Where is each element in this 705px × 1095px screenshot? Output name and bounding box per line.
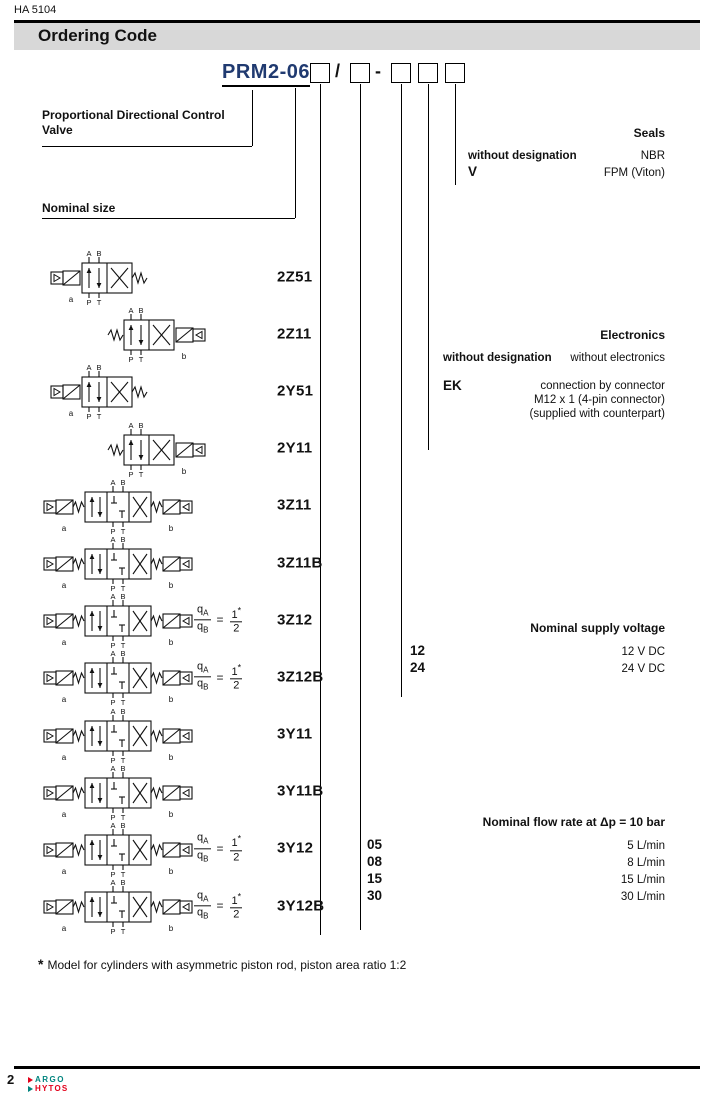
- flow-code: 30: [367, 888, 383, 903]
- svg-text:T: T: [120, 526, 126, 535]
- product-label-line2: Valve: [42, 123, 73, 137]
- seals-value: NBR: [640, 150, 665, 162]
- flow-code: 08: [367, 854, 383, 869]
- svg-text:A: A: [110, 820, 116, 830]
- logo-row-top: [28, 1075, 68, 1084]
- svg-text:P: P: [110, 526, 116, 535]
- svg-text:P: P: [110, 812, 116, 821]
- svg-text:B: B: [120, 649, 126, 659]
- spool-code: 3Z12B: [277, 668, 324, 686]
- flow-row: [360, 889, 665, 904]
- spool-row: [38, 820, 378, 877]
- seals-code: V: [468, 164, 478, 179]
- electronics-value: connection by connector M12 x 1 (4-pin connector) (supplied with counterpart): [529, 380, 665, 420]
- svg-text:B: B: [96, 363, 102, 373]
- spool-row: [38, 591, 378, 648]
- svg-text:a: a: [68, 409, 74, 419]
- svg-text:P: P: [110, 583, 116, 592]
- svg-text:T: T: [120, 583, 126, 592]
- spool-code: 3Y11: [277, 725, 313, 743]
- spool-code: 3Z12: [277, 611, 313, 629]
- code-box-flow: [350, 63, 370, 83]
- flow-value: 5 L/min: [627, 840, 665, 852]
- footnote: [38, 956, 406, 972]
- bottom-rule: [14, 1066, 700, 1069]
- svg-text:b: b: [168, 809, 174, 819]
- svg-text:b: b: [181, 466, 187, 476]
- connector-voltage-line: [401, 84, 402, 697]
- electronics-row: [428, 379, 665, 421]
- connector-nominal-vertical: [295, 88, 296, 218]
- svg-text:P: P: [110, 755, 116, 764]
- connector-product-horizontal: [42, 146, 252, 147]
- valve-symbol: [38, 477, 273, 535]
- svg-text:B: B: [96, 249, 102, 258]
- formula-lhs: $\frac{q_A}{q_B}$: [194, 603, 211, 636]
- voltage-code: 12: [410, 643, 426, 658]
- formula-equals: =: [216, 898, 224, 913]
- svg-text:T: T: [120, 698, 126, 707]
- electronics-row: [428, 351, 665, 365]
- svg-text:T: T: [138, 469, 144, 478]
- spool-code: 2Z11: [277, 325, 312, 343]
- valve-symbol: [38, 763, 273, 821]
- spool-code: 3Z11B: [277, 554, 323, 572]
- svg-text:B: B: [120, 477, 126, 487]
- svg-text:P: P: [110, 641, 116, 650]
- product-label-line1: Proportional Directional Control: [42, 108, 225, 122]
- valve-symbol: [38, 305, 273, 363]
- spool-code: 3Z11: [277, 496, 312, 514]
- svg-text:T: T: [96, 298, 102, 306]
- spool-code: 2Z51: [277, 268, 313, 286]
- svg-text:A: A: [128, 420, 134, 430]
- flow-value: 15 L/min: [620, 874, 665, 886]
- footnote-text: Model for cylinders with asymmetric piston rod, piston area ratio 1:2: [47, 958, 407, 972]
- formula-lhs: $\frac{q_A}{q_B}$: [194, 660, 211, 693]
- voltage-code: 24: [410, 660, 426, 675]
- svg-text:P: P: [110, 869, 116, 878]
- svg-text:a: a: [61, 924, 67, 934]
- code-box-seals: [445, 63, 465, 83]
- formula-rhs: $\frac{1^*}{2}$: [231, 833, 242, 864]
- logo-row-bottom: [28, 1084, 68, 1093]
- svg-text:A: A: [86, 363, 92, 373]
- svg-text:B: B: [120, 706, 126, 716]
- nominal-size-label: Nominal size: [42, 201, 116, 215]
- spool-row: [38, 877, 378, 934]
- svg-text:A: A: [86, 249, 92, 258]
- formula-rhs: $\frac{1^*}{2}$: [231, 890, 242, 921]
- spool-row: [38, 305, 378, 362]
- header-band: [14, 23, 700, 50]
- svg-text:B: B: [120, 820, 126, 830]
- formula-rhs: $\frac{1^*}{2}$: [231, 604, 242, 635]
- svg-text:b: b: [168, 580, 174, 590]
- svg-text:A: A: [110, 706, 116, 716]
- svg-text:P: P: [86, 412, 92, 421]
- spool-code: 3Y12B: [277, 897, 325, 915]
- spool-row: [38, 420, 378, 477]
- seals-row: [455, 165, 665, 180]
- logo-argo-text: ARGO: [35, 1075, 65, 1084]
- flow-value: 30 L/min: [620, 891, 665, 903]
- spool-code: 2Y11: [277, 439, 313, 457]
- section-flow: [360, 815, 665, 904]
- section-electronics: [428, 328, 665, 421]
- formula-rhs: $\frac{1^*}{2}$: [231, 662, 242, 692]
- spool-code: 2Y51: [277, 382, 314, 400]
- svg-text:B: B: [120, 592, 126, 602]
- formula-lhs: $\frac{q_A}{q_B}$: [194, 889, 211, 922]
- svg-text:A: A: [110, 477, 116, 487]
- code-box-electronics: [418, 63, 438, 83]
- section-seals: [455, 126, 665, 180]
- flow-title: Nominal flow rate at Δp = 10 bar: [482, 815, 665, 829]
- svg-text:b: b: [168, 752, 174, 762]
- svg-text:P: P: [128, 355, 134, 364]
- svg-text:B: B: [138, 306, 144, 316]
- ordering-code-base: PRM2-06: [222, 61, 310, 87]
- product-label: [42, 108, 262, 138]
- spool-row: [38, 706, 378, 763]
- spool-row: [38, 534, 378, 591]
- spool-list: [38, 248, 378, 934]
- svg-text:a: a: [68, 295, 74, 304]
- formula-equals: =: [216, 669, 224, 684]
- logo-hytos-text: HYTOS: [35, 1084, 69, 1093]
- spool-row: [38, 763, 378, 820]
- svg-text:T: T: [120, 812, 126, 821]
- voltage-row: [401, 661, 665, 676]
- voltage-value: 12 V DC: [621, 646, 665, 658]
- svg-text:A: A: [110, 878, 116, 888]
- svg-text:a: a: [61, 580, 67, 590]
- electronics-title: Electronics: [600, 328, 665, 342]
- page-title: Ordering Code: [38, 26, 158, 45]
- code-box-voltage: [391, 63, 411, 83]
- svg-text:B: B: [120, 763, 126, 773]
- svg-text:T: T: [96, 412, 102, 421]
- code-box-spool: [310, 63, 330, 83]
- seals-code: without designation: [468, 150, 577, 162]
- logo-triangle-icon: [28, 1077, 33, 1083]
- svg-text:b: b: [168, 866, 174, 876]
- svg-text:T: T: [120, 869, 126, 878]
- spool-row: [38, 648, 378, 705]
- flow-ratio-formula: [194, 889, 244, 922]
- electronics-code: without designation: [443, 352, 552, 364]
- svg-text:T: T: [120, 755, 126, 764]
- svg-text:a: a: [61, 809, 67, 819]
- spool-code: 3Y11B: [277, 782, 324, 800]
- seals-row: [455, 149, 665, 163]
- footnote-star: *: [38, 956, 44, 972]
- svg-text:B: B: [120, 878, 126, 888]
- flow-ratio-formula: [194, 660, 244, 693]
- svg-text:B: B: [138, 420, 144, 430]
- page-number: 2: [7, 1072, 15, 1087]
- svg-text:b: b: [168, 695, 174, 705]
- argo-hytos-logo: [28, 1075, 68, 1093]
- code-separator-dash: -: [375, 61, 381, 81]
- spool-row: [38, 248, 378, 305]
- svg-text:b: b: [168, 638, 174, 648]
- valve-symbol: [38, 362, 273, 420]
- flow-row: [360, 838, 665, 853]
- flow-code: 05: [367, 837, 383, 852]
- valve-symbol: [38, 534, 273, 592]
- valve-symbol: [38, 420, 273, 478]
- svg-text:b: b: [168, 924, 174, 934]
- flow-row: [360, 855, 665, 870]
- voltage-value: 24 V DC: [621, 663, 665, 675]
- spool-row: [38, 362, 378, 419]
- svg-text:a: a: [61, 695, 67, 705]
- svg-text:A: A: [128, 306, 134, 316]
- svg-text:a: a: [61, 752, 67, 762]
- section-voltage: [401, 621, 665, 676]
- svg-text:P: P: [86, 298, 92, 306]
- seals-value: FPM (Viton): [603, 167, 665, 179]
- formula-lhs: $\frac{q_A}{q_B}$: [194, 832, 211, 865]
- svg-text:T: T: [120, 641, 126, 650]
- svg-text:A: A: [110, 649, 116, 659]
- svg-text:B: B: [120, 534, 126, 544]
- formula-equals: =: [216, 612, 224, 627]
- voltage-title: Nominal supply voltage: [530, 621, 665, 635]
- flow-ratio-formula: [194, 603, 244, 636]
- svg-text:a: a: [61, 638, 67, 648]
- valve-symbol: [38, 706, 273, 764]
- svg-text:A: A: [110, 763, 116, 773]
- svg-text:P: P: [110, 927, 116, 936]
- svg-text:P: P: [110, 698, 116, 707]
- flow-ratio-formula: [194, 832, 244, 865]
- svg-text:A: A: [110, 592, 116, 602]
- svg-text:T: T: [138, 355, 144, 364]
- svg-text:a: a: [61, 523, 67, 533]
- svg-text:b: b: [181, 352, 187, 362]
- svg-text:T: T: [120, 927, 126, 936]
- formula-equals: =: [216, 841, 224, 856]
- connector-nominal-horizontal: [42, 218, 295, 219]
- flow-row: [360, 872, 665, 887]
- logo-triangle-icon: [28, 1086, 33, 1092]
- svg-text:b: b: [168, 523, 174, 533]
- seals-title: Seals: [633, 126, 665, 140]
- svg-text:P: P: [128, 469, 134, 478]
- electronics-value: without electronics: [570, 352, 665, 364]
- flow-value: 8 L/min: [627, 857, 665, 869]
- svg-text:A: A: [110, 534, 116, 544]
- doc-number: HA 5104: [14, 4, 57, 16]
- voltage-row: [401, 644, 665, 659]
- svg-text:a: a: [61, 866, 67, 876]
- flow-code: 15: [367, 871, 383, 886]
- valve-symbol: [38, 248, 273, 306]
- electronics-code: EK: [443, 378, 462, 393]
- code-separator-slash: /: [335, 61, 341, 81]
- spool-row: [38, 477, 378, 534]
- spool-code: 3Y12: [277, 839, 314, 857]
